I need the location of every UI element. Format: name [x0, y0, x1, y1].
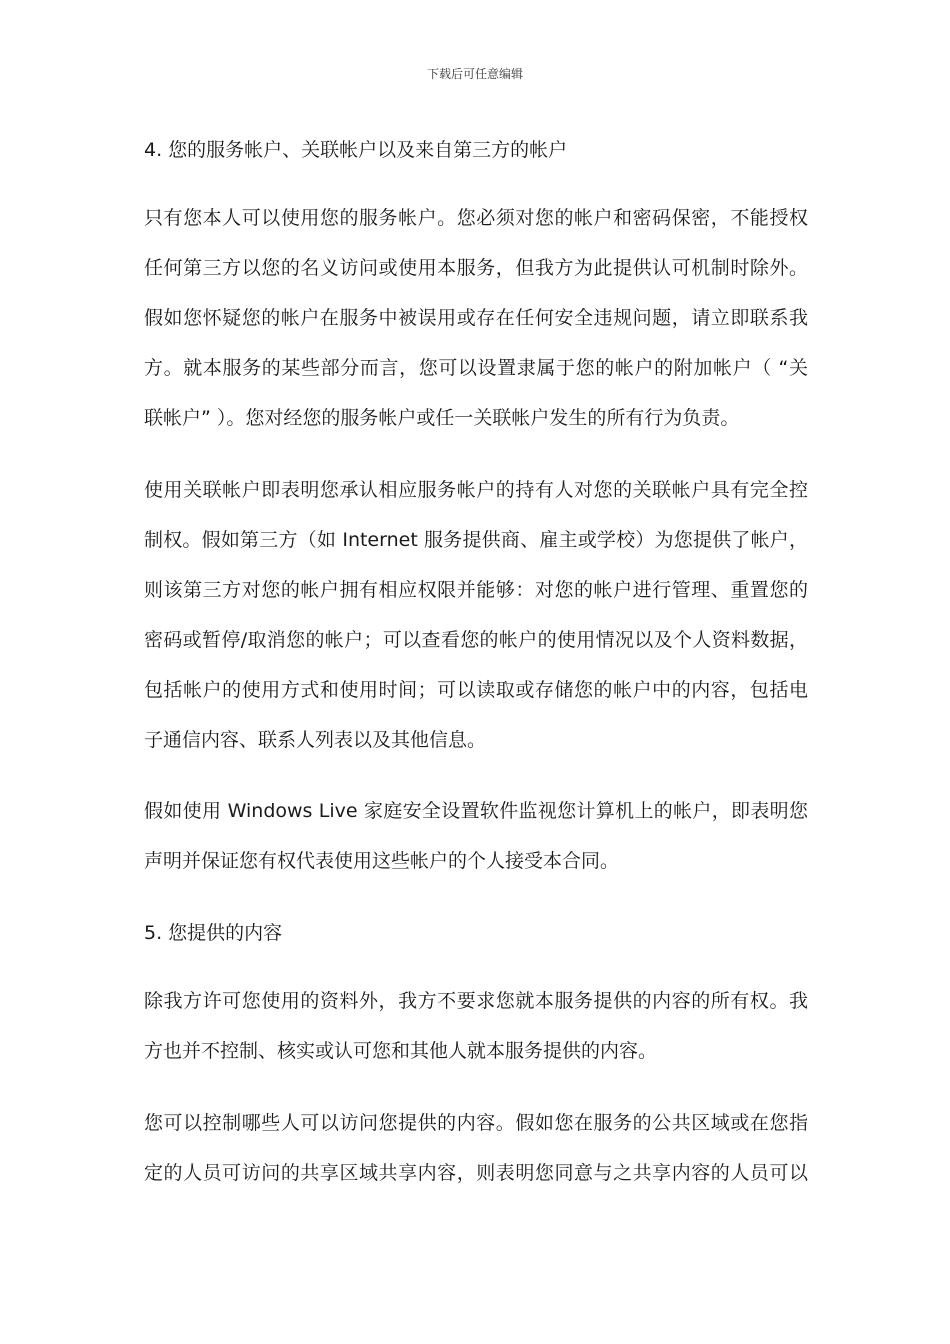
- paragraph-line: 任何第三方以您的名义访问或使用本服务，但我方为此提供认可机制时除外。: [144, 257, 808, 279]
- paragraph-line: 则该第三方对您的帐户拥有相应权限并能够：对您的帐户进行管理、重置您的: [144, 579, 808, 601]
- paragraph-line: 制权。假如第三方（如 Internet 服务提供商、雇主或学校）为您提供了帐户，: [144, 529, 808, 551]
- page-header: 下载后可任意编辑: [426, 67, 523, 81]
- paragraph-line: 方也并不控制、核实或认可您和其他人就本服务提供的内容。: [144, 1040, 658, 1062]
- paragraph-line: 定的人员可访问的共享区域共享内容，则表明您同意与之共享内容的人员可以: [144, 1162, 808, 1184]
- section-4-heading: 4. 您的服务帐户、关联帐户以及来自第三方的帐户: [144, 139, 568, 161]
- paragraph-line: 密码或暂停/取消您的帐户；可以查看您的帐户的使用情况以及个人资料数据，: [144, 629, 808, 651]
- paragraph-line: 包括帐户的使用方式和使用时间；可以读取或存储您的帐户中的内容，包括电: [144, 679, 808, 701]
- paragraph-line: 假如您怀疑您的帐户在服务中被误用或存在任何安全违规问题，请立即联系我: [144, 307, 808, 329]
- paragraph-line: 假如使用 Windows Live 家庭安全设置软件监视您计算机上的帐户，即表明您: [144, 800, 808, 822]
- paragraph-line: 除我方许可您使用的资料外，我方不要求您就本服务提供的内容的所有权。我: [144, 990, 808, 1012]
- section-5-heading: 5. 您提供的内容: [144, 922, 283, 944]
- paragraph-line: 联帐户” ）。您对经您的服务帐户或任一关联帐户发生的所有行为负责。: [144, 407, 740, 429]
- paragraph-line: 您可以控制哪些人可以访问您提供的内容。假如您在服务的公共区域或在您指: [144, 1112, 808, 1134]
- paragraph-line: 声明并保证您有权代表使用这些帐户的个人接受本合同。: [144, 850, 620, 872]
- paragraph-line: 方。就本服务的某些部分而言，您可以设置隶属于您的帐户的附加帐户（ “关: [144, 357, 808, 379]
- paragraph-line: 子通信内容、联系人列表以及其他信息。: [144, 729, 487, 751]
- paragraph-line: 只有您本人可以使用您的服务帐户。您必须对您的帐户和密码保密，不能授权: [144, 207, 808, 229]
- paragraph-line: 使用关联帐户即表明您承认相应服务帐户的持有人对您的关联帐户具有完全控: [144, 479, 808, 501]
